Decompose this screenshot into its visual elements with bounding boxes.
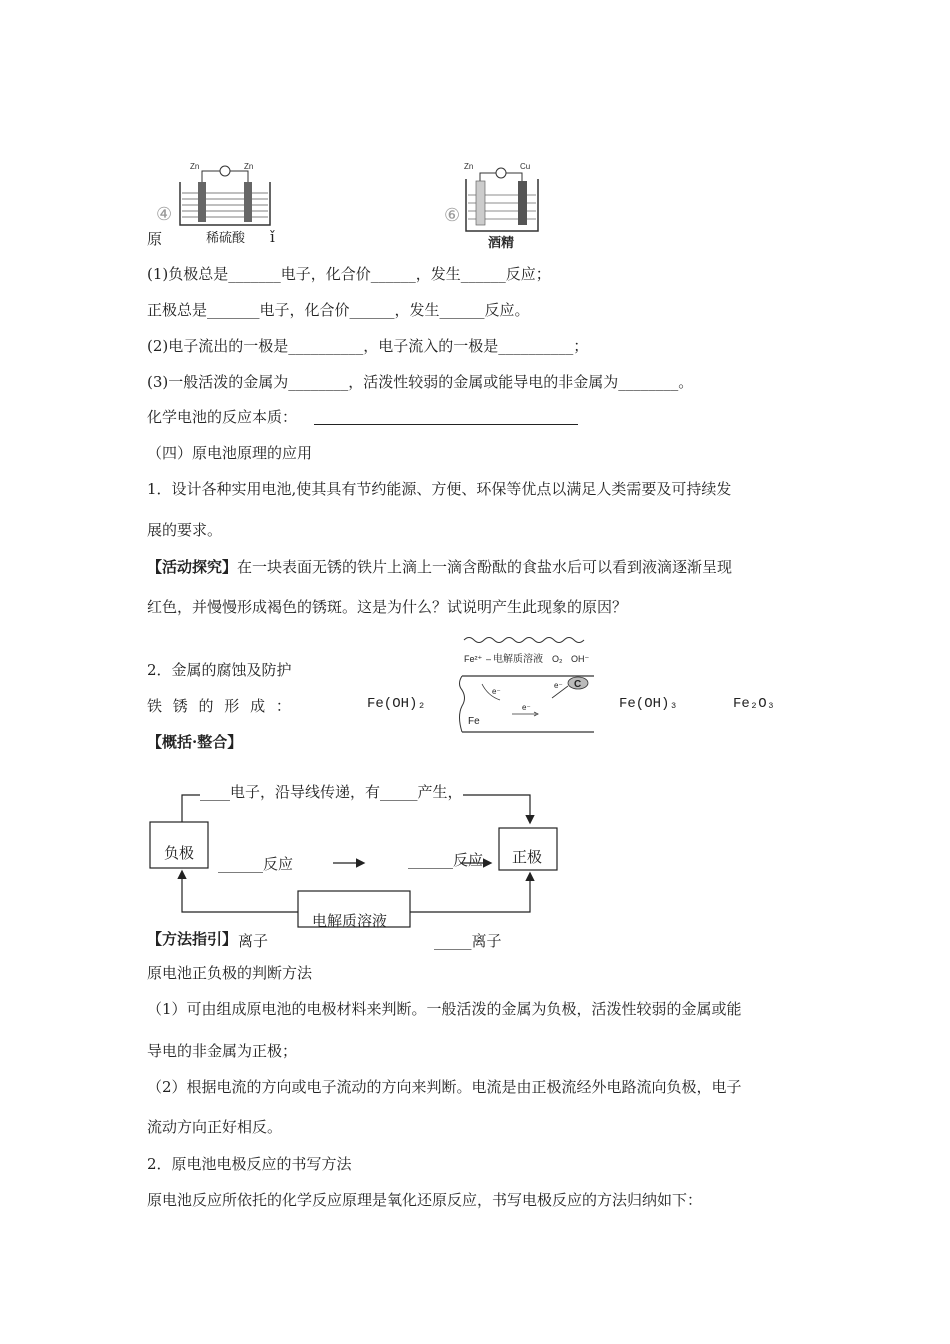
left-ion-label: 离子	[238, 932, 269, 950]
question-2: (2)电子流出的一极是__________，电子流入的一极是__________；	[147, 337, 589, 355]
method-title: 原电池正负极的判断方法	[147, 964, 313, 982]
right-ion-label: _____离子	[434, 932, 502, 950]
method-p1-line2: 导电的非金属为正极；	[147, 1042, 298, 1060]
negative-reaction-label: ______反应	[218, 855, 294, 873]
method-item2-text: 原电池反应所依托的化学反应原理是氧化还原反应，书写电极反应的方法归纳如下：	[147, 1191, 703, 1209]
essence-answer-blank	[314, 424, 578, 425]
cell4-number: ④	[156, 204, 173, 224]
svg-text:–: –	[486, 654, 492, 664]
method-p2-line2: 流动方向正好相反。	[147, 1118, 283, 1136]
galvanometer-icon	[220, 166, 230, 176]
positive-electrode-box: 正极	[512, 848, 543, 866]
galvanometer-icon	[496, 168, 506, 178]
rust-fe2-label: Fe²⁺	[464, 654, 483, 664]
summary-tag: 【概括·整合】	[147, 733, 243, 751]
activity-paragraph-line2: 红色，并慢慢形成褐色的锈斑。这是为什么？试说明产生此现象的原因？	[147, 598, 628, 616]
method-tag: 【方法指引】	[147, 930, 238, 948]
row-prefix: 原	[147, 230, 163, 248]
rust-corrosion-diagram	[458, 632, 594, 738]
cell6-right-metal: Cu	[520, 162, 531, 171]
rust-fe-oh3: Fe(OH)₃	[619, 696, 678, 712]
rust-e3-label: e⁻	[554, 681, 563, 690]
activity-text-line1: 在一块表面无锈的铁片上滴上一滴含酚酞的食盐水后可以看到液滴逐渐呈现	[237, 558, 733, 576]
row-tail: ǐ	[270, 228, 275, 246]
cell6-solution: 酒精	[488, 235, 515, 250]
rust-oh-label: OH⁻	[571, 654, 590, 664]
cell6-number: ⑥	[444, 205, 461, 225]
cell4-left-metal: Zn	[190, 162, 200, 171]
rust-e2-label: e⁻	[522, 703, 531, 712]
method-p2-line1: （2）根据电流的方向或电子流动的方向来判断。电流是由正极流经外电路流向负极，电子	[147, 1078, 742, 1096]
rust-fe2o3: Fe₂O₃	[733, 696, 776, 712]
activity-tag: 【活动探究】	[147, 558, 238, 576]
rust-carbon-label: C	[574, 679, 582, 690]
rust-formation-label: 铁 锈 的 形 成 ：	[147, 697, 291, 715]
method-item2: 2．原电池电极反应的书写方法	[147, 1155, 352, 1173]
electrolyte-box: 电解质溶液	[312, 912, 388, 930]
cell6-figure	[440, 155, 580, 250]
flow-top-label: ____电子，沿导线传递，有_____产生，	[200, 783, 463, 801]
cell6-left-metal: Zn	[464, 162, 474, 171]
negative-electrode-box: 负极	[164, 844, 195, 862]
rust-fe-label: Fe	[468, 716, 480, 727]
rust-o2-label: O₂	[552, 654, 563, 664]
section4-item2: 2．金属的腐蚀及防护	[147, 661, 292, 679]
section4-item1-line2: 展的要求。	[147, 521, 223, 539]
rust-electrolyte-label: 电解质溶液	[493, 654, 543, 665]
cell4-right-metal: Zn	[244, 162, 254, 171]
section4-item1-line1: 1．设计各种实用电池,使其具有节约能源、方便、环保等优点以满足人类需要及可持续发	[147, 480, 732, 498]
method-p1-line1: （1）可由组成原电池的电极材料来判断。一般活泼的金属为负极，活泼性较弱的金属或能	[147, 1000, 742, 1018]
rust-e1-label: e⁻	[492, 687, 501, 696]
question-1b: 正极总是_______电子，化合价______，发生______反应。	[147, 301, 530, 319]
question-3: (3)一般活泼的金属为________，活泼性较弱的金属或能导电的非金属为________。	[147, 373, 694, 391]
section4-heading: （四）原电池原理的应用	[147, 444, 313, 462]
rust-fe-oh2: Fe(OH)₂	[367, 696, 426, 712]
activity-paragraph-line1	[147, 556, 732, 577]
reaction-essence-label: 化学电池的反应本质：	[147, 408, 298, 426]
cell4-figure	[150, 155, 290, 250]
cell4-solution: 稀硫酸	[206, 230, 246, 245]
question-1a: (1)负极总是_______电子，化合价______，发生______反应；	[147, 265, 551, 283]
positive-reaction-label: ______反应	[408, 851, 484, 869]
